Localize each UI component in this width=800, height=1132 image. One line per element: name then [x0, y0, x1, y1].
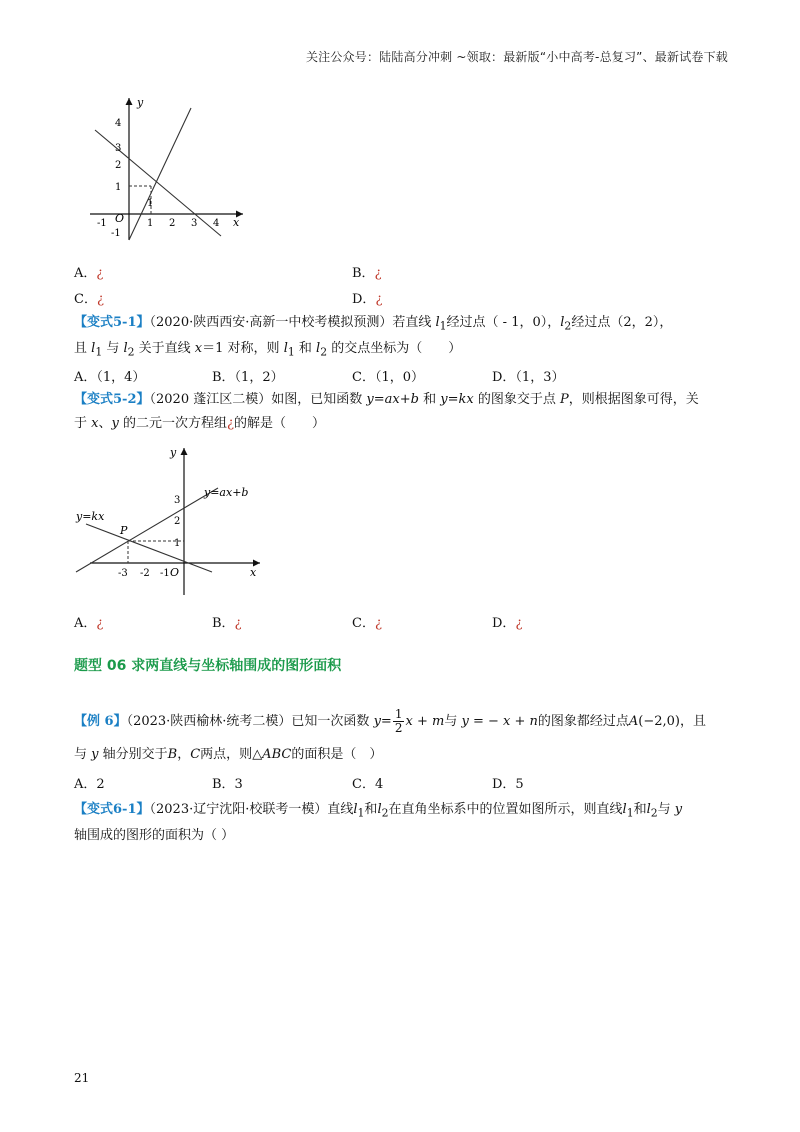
question-ex6-line1: 【例 6】（2023·陕西榆林·统考二模）已知一次函数 y= $\frac{1}{2}$ x + m与 y = − x + n的图象都经过点A(−2,0)，且 — [74, 707, 707, 735]
page-header: 关注公众号：陆陆高分冲刺 ~领取：最新版“小中高考-总复习”、最新试卷下载 — [305, 50, 728, 64]
x-tick-label: 4 — [213, 218, 220, 229]
question-v5-2-line1: 【变式5-2】（2020 蓬江区二模）如图，已知函数 y=ax+b 和 y=kx 的图象交于点 P，则根据图象可得，关 — [74, 392, 699, 407]
y-tick-label: 2 — [174, 516, 181, 527]
x-tick-label: 2 — [169, 218, 176, 229]
line-label-kx: y=kx — [76, 510, 105, 523]
y-tick-label: 2 — [115, 160, 122, 171]
x-tick-label: 1 — [147, 218, 154, 229]
option-d[interactable]: D．（1，3） — [492, 370, 565, 385]
option-b[interactable]: B．¿ — [352, 266, 382, 281]
question-v5-1-line1: 【变式5-1】（2020·陕西西安·高新一中校考模拟预测）若直线 $l_1$经过点（ - 1，0），$l_2$经过点（2，2）， — [74, 315, 673, 333]
line-y-kx — [86, 524, 212, 572]
fraction-half: $\frac{1}{2}$ — [394, 707, 403, 735]
line-y-ax-b — [76, 488, 218, 572]
y-tick-label: -1 — [111, 228, 121, 239]
x-tick-label: -3 — [118, 568, 128, 579]
option-b[interactable]: B．¿ — [212, 616, 242, 631]
x-axis-label: x — [233, 216, 240, 229]
option-b[interactable]: B．（1，2） — [212, 370, 284, 385]
x-tick-label: -1 — [97, 218, 107, 229]
y-tick-label: 1 — [174, 538, 181, 549]
option-d[interactable]: D．¿ — [492, 616, 523, 631]
graph-2 — [72, 440, 272, 600]
x-tick-label: -2 — [140, 568, 150, 579]
option-d[interactable]: D．¿ — [352, 292, 383, 307]
y-axis-label: y — [137, 96, 144, 109]
option-a[interactable]: A．（1，4） — [74, 370, 146, 385]
option-a[interactable]: A．¿ — [74, 616, 104, 631]
y-tick-label: 4 — [115, 118, 122, 129]
option-d[interactable]: D．5 — [492, 777, 524, 792]
line-label-ax-b: y=ax+b — [204, 486, 249, 499]
graph1-line-increasing — [129, 108, 191, 240]
option-c[interactable]: C．¿ — [74, 292, 104, 307]
y-axis-label: y — [170, 446, 177, 459]
graph-1 — [85, 90, 255, 245]
x-tick-label: -1 — [160, 568, 170, 579]
point-label: P — [120, 524, 128, 537]
x-tick-label: 3 — [191, 218, 198, 229]
question-v5-2-line2: 于 x、y 的二元一次方程组¿的解是（ ） — [74, 416, 325, 431]
option-c[interactable]: C．4 — [352, 777, 384, 792]
question-ex6-line2: 与 y 轴分别交于B，C两点，则△ABC的面积是（ ） — [74, 747, 383, 762]
question-v5-1-line2: 且 $l_1$ 与 $l_2$ 关于直线 x＝1 对称，则 $l_1$ 和 $l_2$ 的交点坐标为（ ） — [74, 341, 462, 359]
graph1-line-decreasing — [95, 130, 221, 236]
y-tick-label: 3 — [115, 143, 122, 154]
intersection-mark: 1 — [147, 198, 154, 209]
option-b[interactable]: B．3 — [212, 777, 243, 792]
question-v6-1-line2: 轴围成的图形的面积为（ ） — [74, 828, 235, 843]
x-axis-label: x — [250, 566, 257, 579]
option-c[interactable]: C．¿ — [352, 616, 382, 631]
section-title: 题型 06 求两直线与坐标轴围成的图形面积 — [74, 658, 342, 674]
option-c[interactable]: C．（1，0） — [352, 370, 424, 385]
origin-label: O — [115, 212, 125, 225]
y-tick-label: 3 — [174, 495, 181, 506]
page-number: 21 — [74, 1071, 90, 1085]
y-tick-label: 1 — [115, 182, 122, 193]
option-a[interactable]: A．2 — [74, 777, 105, 792]
question-v6-1-line1: 【变式6-1】（2023·辽宁沈阳·校联考一模）直线$l_1$和$l_2$在直角坐标系中的位置如图所示，则直线$l_1$和$l_2$与 y — [74, 802, 683, 820]
origin-label: O — [170, 566, 180, 579]
option-a[interactable]: A．¿ — [74, 266, 104, 281]
